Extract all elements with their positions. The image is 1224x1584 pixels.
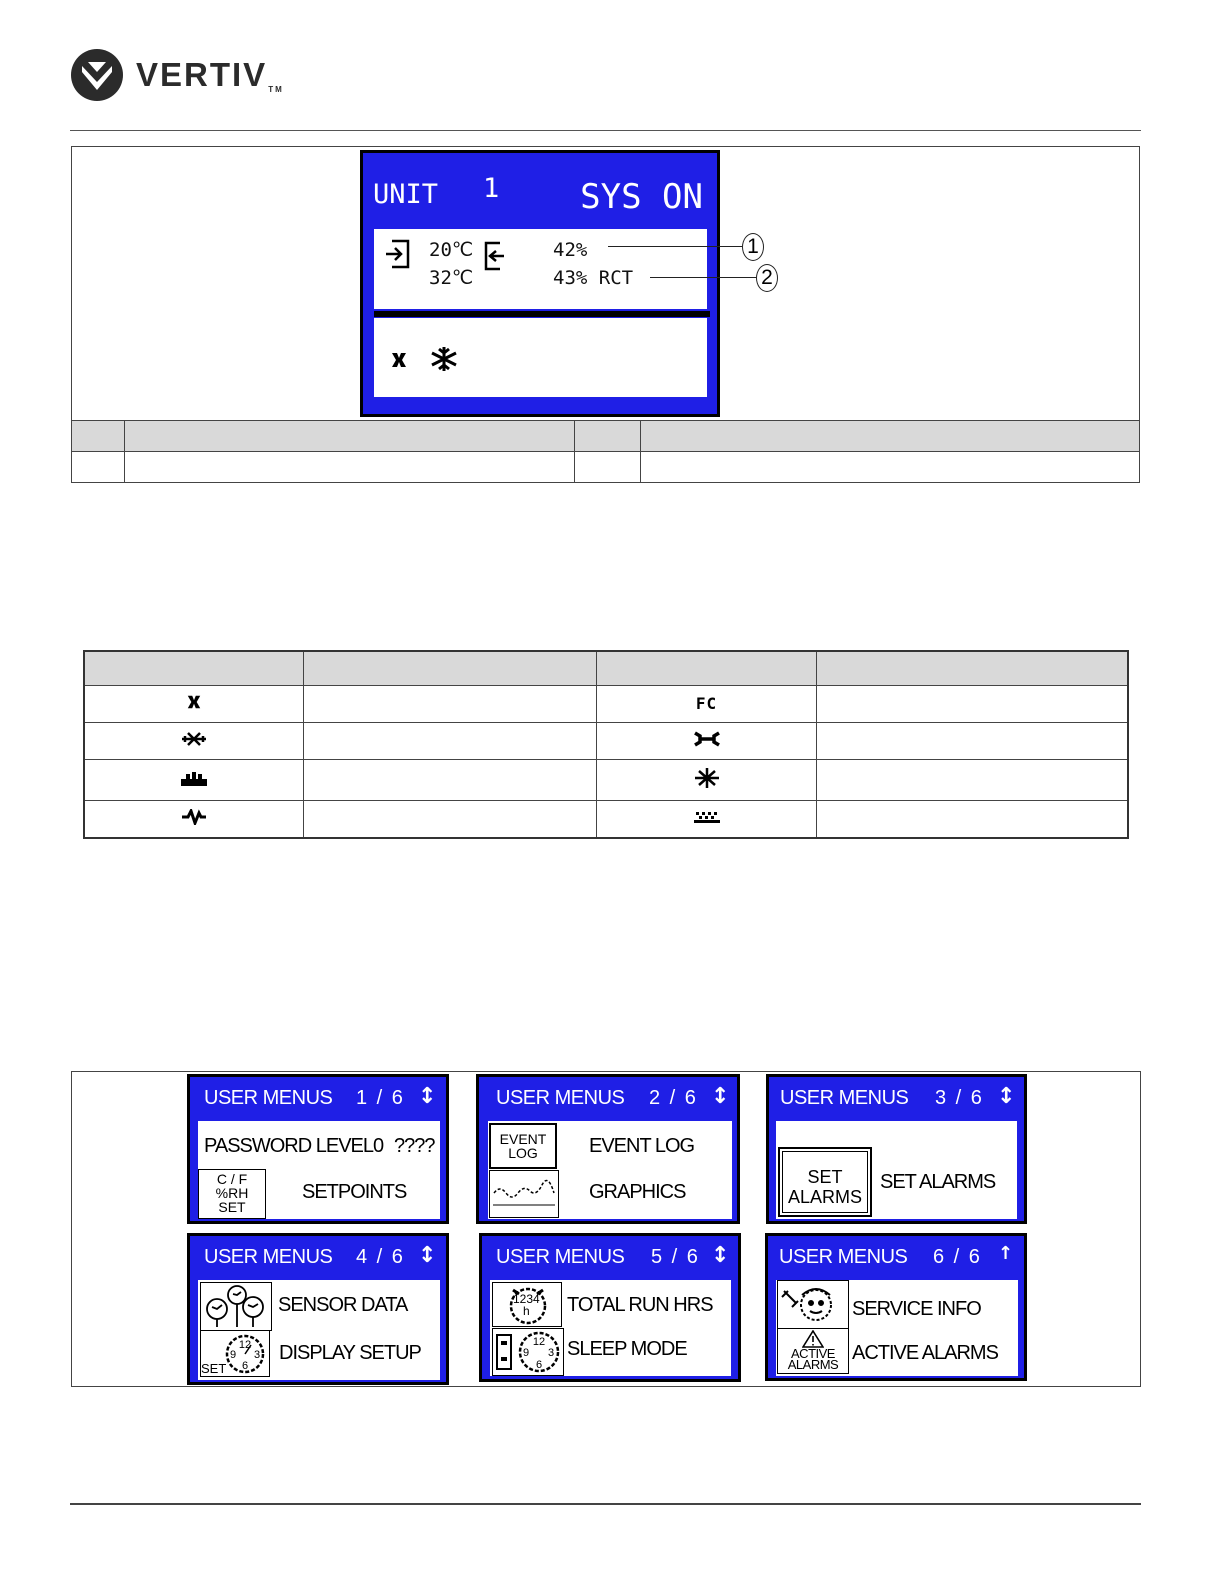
user-menu-4	[187, 1233, 449, 1385]
status-icons-table	[83, 650, 1129, 839]
user-menu-5	[479, 1233, 741, 1382]
menu-page: 3 / 6	[935, 1087, 982, 1109]
menu-page: 6 / 6	[933, 1246, 980, 1268]
setpoints-label[interactable]: SETPOINTS	[302, 1181, 407, 1203]
lcd-readings-panel	[374, 229, 707, 309]
callout-2-leader	[650, 277, 756, 278]
menu-body	[490, 1280, 731, 1376]
free-cooling-label: FC	[695, 694, 718, 713]
sleep-mode-label[interactable]: SLEEP MODE	[567, 1338, 687, 1360]
event-log-icon: EVENT LOG	[489, 1123, 557, 1169]
svg-text:9: 9	[229, 1349, 237, 1361]
password-label[interactable]: PASSWORD LEVEL0	[204, 1135, 384, 1157]
service-info-label[interactable]: SERVICE INFO	[852, 1298, 981, 1320]
snowflake-icon	[693, 767, 721, 789]
supply-air-icon	[384, 239, 410, 269]
humidify-icon	[693, 810, 721, 824]
total-run-hours-label[interactable]: TOTAL RUN HRS	[567, 1294, 713, 1316]
menu-page: 1 / 6	[356, 1087, 403, 1109]
sensor-data-label[interactable]: SENSOR DATA	[278, 1294, 408, 1316]
menu-title: USER MENUS	[780, 1087, 909, 1109]
sleep-mode-icon	[492, 1328, 564, 1376]
setpoints-icon: C / F %RH SET	[198, 1169, 266, 1219]
up-down-arrow-icon: ↕	[418, 1084, 437, 1109]
lcd-status-panel	[374, 318, 707, 397]
lcd-main-screen	[360, 150, 720, 417]
vertiv-mark-icon	[70, 48, 124, 102]
service-technician-icon	[777, 1280, 849, 1329]
fan-icon	[186, 694, 202, 710]
up-down-arrow-icon: ↕	[418, 1243, 437, 1268]
menu-body	[776, 1121, 1017, 1219]
graphics-icon	[489, 1170, 559, 1218]
set-alarms-icon: SET ALARMS	[778, 1147, 872, 1217]
menu-title: USER MENUS	[496, 1087, 625, 1109]
sensor-gauges-icon	[200, 1282, 272, 1331]
clock-icon	[223, 1333, 267, 1375]
menu-title: USER MENUS	[204, 1246, 333, 1268]
heating-icon	[180, 769, 208, 787]
unit-label: UNIT	[373, 179, 439, 210]
footer-divider	[70, 1503, 1141, 1505]
lcd-divider-bar	[374, 311, 710, 317]
wrench-icon	[693, 731, 721, 747]
menu-page: 5 / 6	[651, 1246, 698, 1268]
user-menu-3	[766, 1074, 1027, 1224]
temperature-reading-2: 32℃	[429, 267, 474, 289]
cooling-icon	[181, 731, 207, 747]
menu-title: USER MENUS	[204, 1087, 333, 1109]
active-alarms-label[interactable]: ACTIVE ALARMS	[852, 1342, 998, 1364]
header-divider	[70, 130, 1141, 131]
svg-text:3: 3	[547, 1347, 555, 1359]
return-air-icon	[482, 241, 506, 271]
run-hours-icon: 1234 h	[492, 1282, 562, 1327]
menu-body	[198, 1280, 440, 1380]
callout-1: 1	[742, 233, 764, 261]
callout-2: 2	[756, 264, 778, 292]
humidity-reading-2: 43% RCT	[553, 267, 634, 289]
user-menus-figure	[71, 1071, 1141, 1387]
system-status: SYS ON	[580, 177, 703, 217]
fan-icon	[390, 351, 408, 369]
display-setup-icon: 12 9 3 6 SET	[200, 1330, 270, 1377]
figure-1-legend-table	[71, 420, 1140, 483]
up-down-arrow-icon: ↕	[997, 1084, 1016, 1109]
graphics-label[interactable]: GRAPHICS	[589, 1181, 686, 1203]
event-log-label[interactable]: EVENT LOG	[589, 1135, 695, 1157]
user-menu-1	[187, 1074, 449, 1224]
unit-number: 1	[483, 173, 500, 204]
user-menu-6	[765, 1233, 1027, 1381]
svg-text:12: 12	[238, 1339, 252, 1351]
vertiv-logo	[70, 48, 284, 102]
humidity-reading-1: 42%	[553, 239, 588, 261]
svg-text:6: 6	[535, 1359, 543, 1371]
dehumidify-icon	[181, 809, 207, 825]
svg-text:6: 6	[241, 1360, 249, 1372]
menu-body	[488, 1121, 732, 1219]
svg-text:9: 9	[522, 1347, 530, 1359]
up-arrow-icon: ↑	[998, 1243, 1014, 1264]
main-display-figure	[71, 146, 1140, 420]
display-setup-label[interactable]: DISPLAY SETUP	[279, 1342, 421, 1364]
svg-text:3: 3	[253, 1349, 261, 1361]
up-down-arrow-icon: ↕	[711, 1243, 730, 1268]
temperature-reading-1: 20℃	[429, 239, 474, 261]
menu-body	[776, 1280, 1018, 1376]
user-menu-2	[476, 1074, 740, 1224]
menu-page: 2 / 6	[649, 1087, 696, 1109]
menu-title: USER MENUS	[779, 1246, 908, 1268]
menu-page: 4 / 6	[356, 1246, 403, 1268]
password-value[interactable]: ????	[394, 1135, 435, 1157]
menu-body	[198, 1121, 440, 1219]
svg-text:12: 12	[532, 1336, 546, 1348]
up-down-arrow-icon: ↕	[711, 1084, 730, 1109]
active-alarms-icon: ACTIVE ALARMS	[777, 1328, 849, 1374]
callout-1-leader	[608, 246, 742, 247]
cooling-icon	[430, 346, 458, 372]
menu-title: USER MENUS	[496, 1246, 625, 1268]
brand-name: VERTIVTM	[136, 56, 284, 94]
set-alarms-label[interactable]: SET ALARMS	[880, 1171, 996, 1193]
